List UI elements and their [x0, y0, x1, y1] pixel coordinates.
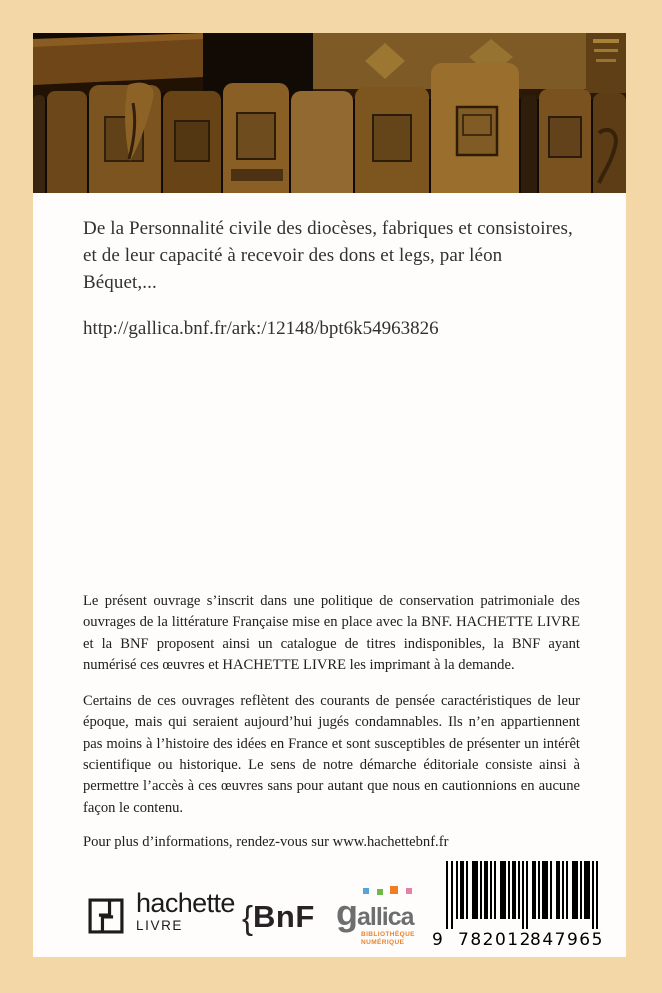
cover-text-block [33, 216, 626, 851]
barcode-bars [432, 861, 604, 953]
hachette-livre-label: LIVRE [136, 918, 184, 933]
bnf-name: BnF [253, 899, 315, 934]
gallica-subtitle-line2: NUMÉRIQUE [361, 939, 405, 947]
isbn-prefix-digit: 9 [432, 930, 445, 950]
hachette-wordmark [136, 890, 235, 933]
gallica-green-square [377, 889, 383, 895]
isbn-group1-digits: 782012 [458, 930, 532, 950]
gallica-subtitle-line1: BIBLIOTHÈQUE [361, 931, 415, 938]
old-books-photo [33, 33, 626, 193]
cover-page [33, 33, 626, 957]
isbn-barcode [432, 861, 604, 951]
gallica-subtitle [361, 931, 431, 947]
old-books-illustration [33, 33, 626, 193]
book-title: De la Personnalité civile des diocèses, fabriques et consistoires, et de leur capacité à recevoir des dons et legs, par léon Béquet,... [83, 218, 573, 293]
gallica-pink-square [406, 888, 412, 894]
more-info-line: Pour plus d’informations, rendez-vous sur www.hachettebnf.fr [83, 834, 449, 851]
publisher-paragraph-2: Certains de ces ouvrages reflètent des courants de pensée caractéristiques de leur époque, mais qui seraient aujourd’hui jugés condamnables. Ils n’en appartiennent pas moins à l’histoire des idées en France et sont susceptibles de présenter un intérêt scientifique ou historique. Le sens de notre démarche éditoriale consiste ainsi à permettre l’accès à ces œuvres sans pour autant que nous en cautionnions en aucune façon le contenu. [83, 692, 580, 816]
gallica-orange-square [390, 886, 398, 894]
isbn-group2-digits: 847965 [530, 930, 604, 950]
gallica-ark-url: http://gallica.bnf.fr/ark:/12148/bpt6k54963826 [83, 317, 439, 339]
hachette-livre-logo [83, 890, 235, 939]
gallica-logo [336, 886, 431, 947]
gallica-name: gallica [336, 892, 414, 933]
publisher-paragraph-1: Le présent ouvrage s’inscrit dans une politique de conservation patrimoniale des ouvrages de la littérature Française mise en place avec la BNF. HACHETTE LIVRE et la BNF proposent ainsi un catalogue de titres indisponibles, la BNF ayant numérisé ces œuvres et HACHETTE LIVRE les imprimant à la demande. [83, 592, 580, 674]
bnf-logo [242, 899, 315, 937]
hachette-name: hachette [136, 888, 235, 918]
bnf-brace-glyph: { [242, 899, 254, 936]
gallica-blue-square [363, 888, 369, 894]
hachette-h-icon [83, 893, 129, 939]
